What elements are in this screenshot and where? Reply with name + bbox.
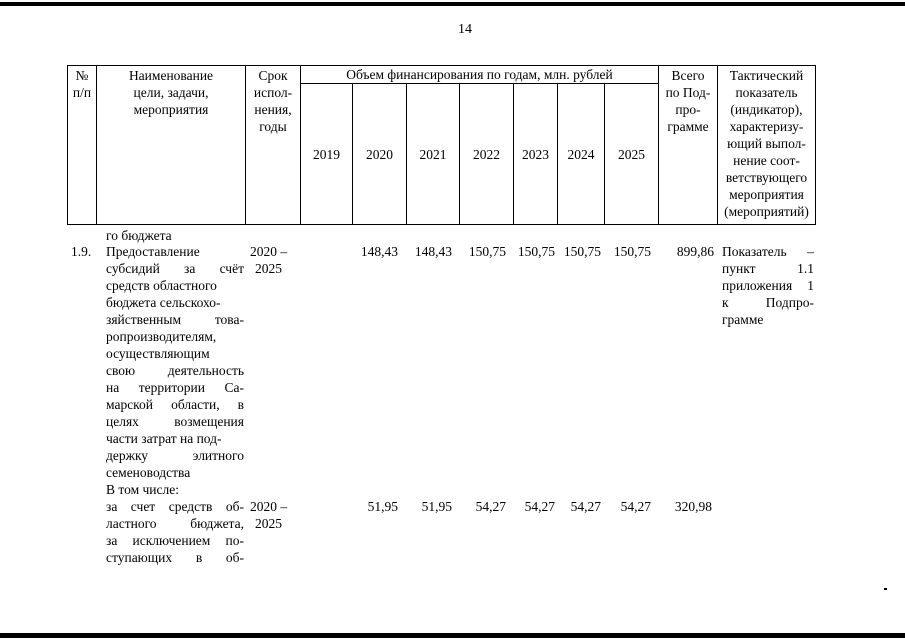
bottom-border	[0, 633, 905, 638]
header-year-2022: 2022	[473, 147, 500, 162]
value-2020: 148,43	[360, 244, 398, 259]
subrow-value-2025: 54,27	[620, 499, 651, 514]
header-year-2024: 2024	[567, 147, 595, 162]
value-2021: 148,43	[414, 244, 452, 259]
header-col-total: Всего по Под- про- грамме	[665, 68, 711, 134]
header-col-number: № п/п	[72, 68, 92, 100]
subrow-name: за счет средств об- ластного бюджета, за исключением по- ступающих в об-	[106, 499, 244, 565]
value-2024: 150,75	[563, 244, 601, 259]
subrow-value-2021: 51,95	[421, 499, 452, 514]
subrow-term: 2020 – 2025	[250, 499, 288, 531]
value-2023: 150,75	[517, 244, 555, 259]
subrow-value-2022: 54,27	[475, 499, 506, 514]
subrow-value-2023: 54,27	[524, 499, 555, 514]
header-col-term: Срок испол- нения, годы	[253, 68, 293, 134]
subrow-value-total: 320,98	[674, 499, 712, 514]
top-border	[0, 2, 905, 6]
page-number: 14	[458, 22, 472, 37]
subrow-value-2020: 51,95	[367, 499, 398, 514]
value-2022: 150,75	[468, 244, 506, 259]
row-indicator: Показатель – пункт 1.1 приложения 1 к Подпро- грамме	[722, 244, 814, 327]
header-year-2020: 2020	[366, 147, 393, 162]
continuation-text: го бюджета	[106, 228, 172, 243]
row-number: 1.9.	[71, 244, 92, 259]
header-year-2021: 2021	[419, 147, 447, 162]
row-name: Предоставление субсидий за счёт средств областного бюджета сельскохо- зяйственным това- ропроизводителям, осуществляющим свою деятельность на территории Са- марской области, в целях возмещения части затрат на под- держку элитного семеноводства	[106, 244, 244, 480]
header-col-indicator: Тактический показатель (индикатор), характеризу- ющий выпол- нение соот- ветствующего мероприятия (мероприятий)	[724, 68, 809, 219]
header-year-2019: 2019	[313, 147, 340, 162]
scan-mark	[884, 588, 887, 590]
header-year-2025: 2025	[618, 147, 645, 162]
value-total: 899,86	[676, 244, 714, 259]
row-term: 2020 – 2025	[250, 244, 288, 276]
subrow-value-2024: 54,27	[570, 499, 601, 514]
header-year-2023: 2023	[522, 147, 549, 162]
subrow-label: В том числе:	[106, 482, 179, 497]
value-2025: 150,75	[613, 244, 651, 259]
header-col-name: Наименование цели, задачи, мероприятия	[128, 68, 214, 117]
header-col-funding: Объем финансирования по годам, млн. рублей	[346, 67, 613, 82]
